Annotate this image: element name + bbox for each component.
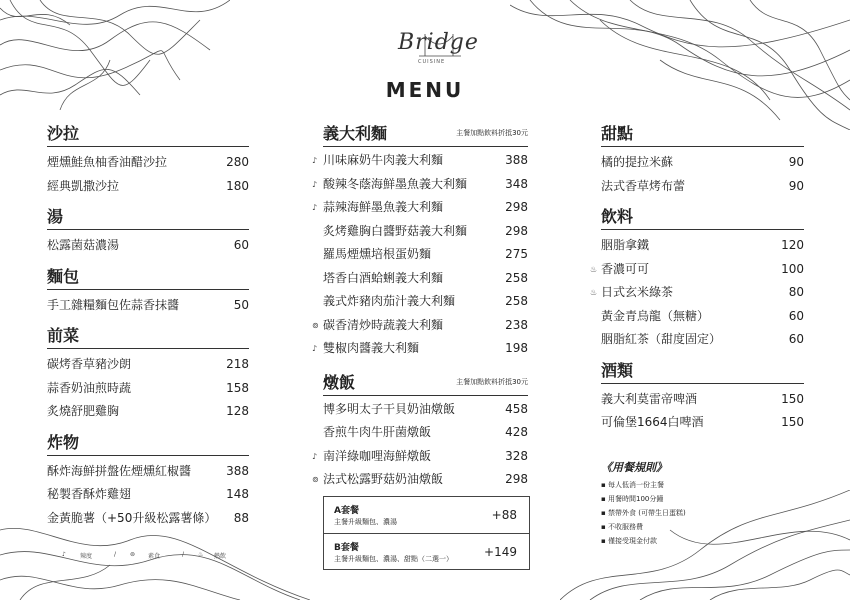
- chili-icon: ♪: [312, 156, 318, 165]
- item-name: 胭脂紅茶（甜度固定）: [601, 332, 722, 346]
- section-dessert: [601, 124, 804, 198]
- item-price: 258: [505, 294, 528, 308]
- item-price: 280: [226, 155, 249, 169]
- hot-drink-icon: ♨: [198, 551, 204, 558]
- section-fried: [47, 433, 249, 531]
- menu-item: [47, 151, 249, 175]
- item-price: 120: [781, 238, 804, 252]
- rule-item: ▪ 每人低消一份主餐: [601, 480, 664, 489]
- item-price: 150: [781, 415, 804, 429]
- menu-item: [590, 281, 804, 305]
- legend-vegetarian: 素食: [148, 553, 161, 560]
- item-name: 金黃脆薯（+50升級松露薯條）: [47, 510, 217, 525]
- section-risotto: [312, 372, 528, 492]
- pasta-line-art-top-right: [510, 0, 850, 130]
- item-price: 150: [781, 391, 804, 406]
- menu-item: [323, 243, 528, 267]
- item-price: 80: [788, 285, 804, 299]
- item-name: 川味麻奶牛肉義大利麵: [323, 153, 444, 167]
- item-name: 義式炸豬肉茄汁義大利麵: [323, 294, 456, 308]
- leaf-icon: ⊚: [312, 320, 319, 330]
- item-name: 香濃可可: [601, 261, 650, 276]
- menu-item: [312, 173, 528, 197]
- item-price: 388: [226, 463, 249, 478]
- menu-item: [47, 483, 249, 507]
- item-name: 黃金青烏龍（無糖）: [601, 308, 710, 323]
- item-name: 雙椒肉醬義大利麵: [323, 341, 420, 355]
- set-name: B套餐: [334, 543, 359, 553]
- item-price: 238: [505, 317, 528, 332]
- set-description: 主餐升級麵包、濃湯: [334, 518, 397, 526]
- item-name: 法式香草烤布蕾: [601, 178, 686, 193]
- menu-item: [312, 196, 528, 220]
- menu-item: [323, 398, 528, 422]
- item-price: 328: [505, 448, 528, 463]
- set-description: 主餐升級麵包、濃湯、甜點（二選一）: [334, 555, 453, 563]
- menu-item: [47, 400, 249, 424]
- item-price: 298: [505, 200, 528, 214]
- menu-item: [601, 151, 804, 175]
- item-price: 458: [505, 401, 528, 416]
- item-name: 南洋綠咖哩海鮮燉飯: [323, 448, 432, 463]
- menu-item: [601, 388, 804, 412]
- section-title: 義大利麵: [323, 124, 388, 143]
- chili-icon: ♪: [312, 451, 318, 461]
- leaf-icon: ⊚: [130, 551, 136, 558]
- item-name: 義大利莫雷帝啤酒: [601, 391, 698, 406]
- item-price: 60: [788, 332, 804, 346]
- set-price: +149: [484, 545, 517, 559]
- section-pasta: [312, 124, 528, 361]
- section-appetizer: [47, 326, 249, 424]
- item-name: 秘製香酥炸雞翅: [47, 487, 132, 501]
- left-column: [47, 124, 249, 530]
- item-price: 348: [505, 176, 528, 191]
- menu-item: [312, 314, 528, 338]
- menu-item: [323, 421, 528, 445]
- item-name: 煙燻鮭魚柚香油醋沙拉: [47, 155, 168, 169]
- chili-icon: ♪: [312, 203, 318, 212]
- item-name: 碳香清炒時蔬義大利麵: [323, 317, 444, 332]
- menu-item: [601, 234, 804, 258]
- section-title: 前菜: [47, 326, 249, 349]
- menu-item: [601, 305, 804, 329]
- item-price: 60: [233, 238, 249, 252]
- menu-item: [47, 507, 249, 531]
- middle-column: [312, 124, 528, 492]
- item-name: 法式松露野菇奶油燉飯: [323, 472, 444, 486]
- item-price: 148: [226, 487, 249, 501]
- set-price: +88: [491, 508, 517, 522]
- item-name: 橘的提拉米蘇: [601, 155, 674, 169]
- item-name: 蒜辣海鮮墨魚義大利麵: [323, 200, 444, 214]
- brand-logo-subtitle: CUISINE: [418, 59, 446, 65]
- item-name: 日式玄米綠茶: [601, 285, 674, 299]
- item-name: 炙烤雞胸白醬野菇義大利麵: [323, 223, 468, 238]
- menu-item: [312, 149, 528, 173]
- leaf-icon: ⊚: [312, 475, 319, 484]
- item-name: 胭脂拿鐵: [601, 238, 650, 252]
- item-price: 50: [233, 297, 249, 312]
- rule-item: ▪ 禁帶外食 (可帶生日蛋糕): [601, 508, 686, 517]
- item-name: 松露菌菇濃湯: [47, 238, 120, 252]
- chili-icon: ♪: [312, 179, 318, 189]
- menu-item: [312, 445, 528, 469]
- menu-item: [47, 353, 249, 377]
- legend-hot-drink: 熱飲: [214, 553, 227, 560]
- item-price: 388: [505, 153, 528, 167]
- item-name: 香煎牛肉牛肝菌燉飯: [323, 425, 432, 439]
- item-price: 298: [505, 223, 528, 238]
- menu-item: [47, 175, 249, 199]
- legend-divider: /: [182, 551, 185, 558]
- rule-text: 僅接受現金付款: [607, 536, 657, 545]
- legend-spicy: 辣度: [80, 553, 93, 560]
- item-name: 炙燒舒肥雞胸: [47, 404, 120, 418]
- section-salad: [47, 124, 249, 198]
- item-name: 酥炸海鮮拼盤佐煙燻紅椒醬: [47, 463, 192, 478]
- hot-drink-icon: ♨: [590, 288, 598, 297]
- section-alcohol: [601, 361, 804, 435]
- section-drinks: [590, 207, 804, 352]
- menu-item: [601, 411, 804, 435]
- item-price: 90: [788, 155, 804, 169]
- item-price: 428: [505, 425, 528, 439]
- item-name: 碳烤香草豬沙朗: [47, 357, 132, 371]
- menu-item: [312, 468, 528, 492]
- right-column: [590, 124, 804, 548]
- item-price: 88: [233, 510, 249, 525]
- set-meal-b: [324, 533, 529, 570]
- item-name: 可倫堡1664白啤酒: [601, 415, 704, 429]
- rule-text: 不收服務費: [607, 522, 643, 531]
- item-price: 60: [788, 308, 804, 323]
- item-price: 180: [226, 178, 249, 193]
- section-title: 酒類: [601, 361, 804, 384]
- section-note: 主餐加點飲料折抵30元: [456, 377, 528, 386]
- menu-item: [323, 290, 528, 314]
- section-title: 湯: [47, 207, 249, 230]
- set-name: A套餐: [334, 506, 359, 516]
- item-price: 198: [505, 341, 528, 355]
- item-name: 蒜香奶油煎時蔬: [47, 380, 132, 395]
- section-title: 燉飯: [323, 372, 356, 392]
- item-price: 258: [505, 270, 528, 285]
- menu-item: [590, 258, 804, 282]
- menu-item: [323, 267, 528, 291]
- section-soup: [47, 207, 249, 258]
- rule-text: 每人低消一份主餐: [607, 480, 664, 489]
- menu-item: [47, 234, 249, 258]
- rule-item: ▪ 僅接受現金付款: [601, 536, 657, 545]
- section-title: 炸物: [47, 433, 249, 456]
- item-price: 90: [788, 178, 804, 193]
- item-name: 手工雜糧麵包佐蒜香抹醬: [47, 297, 180, 312]
- item-price: 275: [505, 247, 528, 261]
- section-title: 飲料: [601, 207, 804, 230]
- set-meal-a: [324, 497, 529, 533]
- section-title: 甜點: [601, 124, 804, 147]
- rule-item: ▪ 不收服務費: [601, 522, 643, 531]
- hot-drink-icon: ♨: [590, 264, 598, 274]
- item-name: 酸辣冬蔭海鮮墨魚義大利麵: [323, 176, 468, 191]
- item-name: 博多明太子干貝奶油燉飯: [323, 401, 456, 416]
- rule-item: ▪ 用餐時間100分鐘: [601, 494, 664, 503]
- brand-logo-text: Bridge: [398, 30, 479, 55]
- dining-rules: [601, 459, 804, 548]
- legend-divider: /: [114, 551, 117, 558]
- section-header: [323, 124, 528, 147]
- chili-icon: ♪: [312, 344, 318, 353]
- icon-legend: [58, 549, 258, 563]
- section-title: 沙拉: [47, 124, 249, 147]
- set-meal-box: [323, 496, 530, 570]
- item-price: 298: [505, 472, 528, 486]
- page-title: MENU: [385, 78, 465, 102]
- item-name: 羅馬煙燻培根蛋奶麵: [323, 247, 432, 261]
- item-price: 100: [781, 261, 804, 276]
- menu-item: [47, 294, 249, 318]
- rule-text: 禁帶外食 (可帶生日蛋糕): [607, 508, 686, 517]
- section-header: [323, 373, 528, 396]
- section-note: 主餐加點飲料折抵30元: [456, 129, 528, 137]
- section-title: 麵包: [47, 267, 249, 290]
- chili-icon: ♪: [62, 551, 66, 558]
- section-bread: [47, 267, 249, 318]
- item-price: 218: [226, 357, 249, 371]
- menu-item: [323, 220, 528, 244]
- menu-item: [601, 175, 804, 199]
- item-name: 經典凱撒沙拉: [47, 178, 120, 193]
- rule-text: 用餐時間100分鐘: [607, 494, 664, 503]
- rules-title: 《用餐規則》: [601, 460, 667, 474]
- menu-item: [601, 328, 804, 352]
- menu-item: [47, 460, 249, 484]
- item-price: 128: [226, 404, 249, 418]
- item-price: 158: [226, 380, 249, 395]
- item-name: 塔香白酒蛤蜊義大利麵: [323, 270, 444, 285]
- menu-item: [312, 337, 528, 361]
- menu-item: [47, 377, 249, 401]
